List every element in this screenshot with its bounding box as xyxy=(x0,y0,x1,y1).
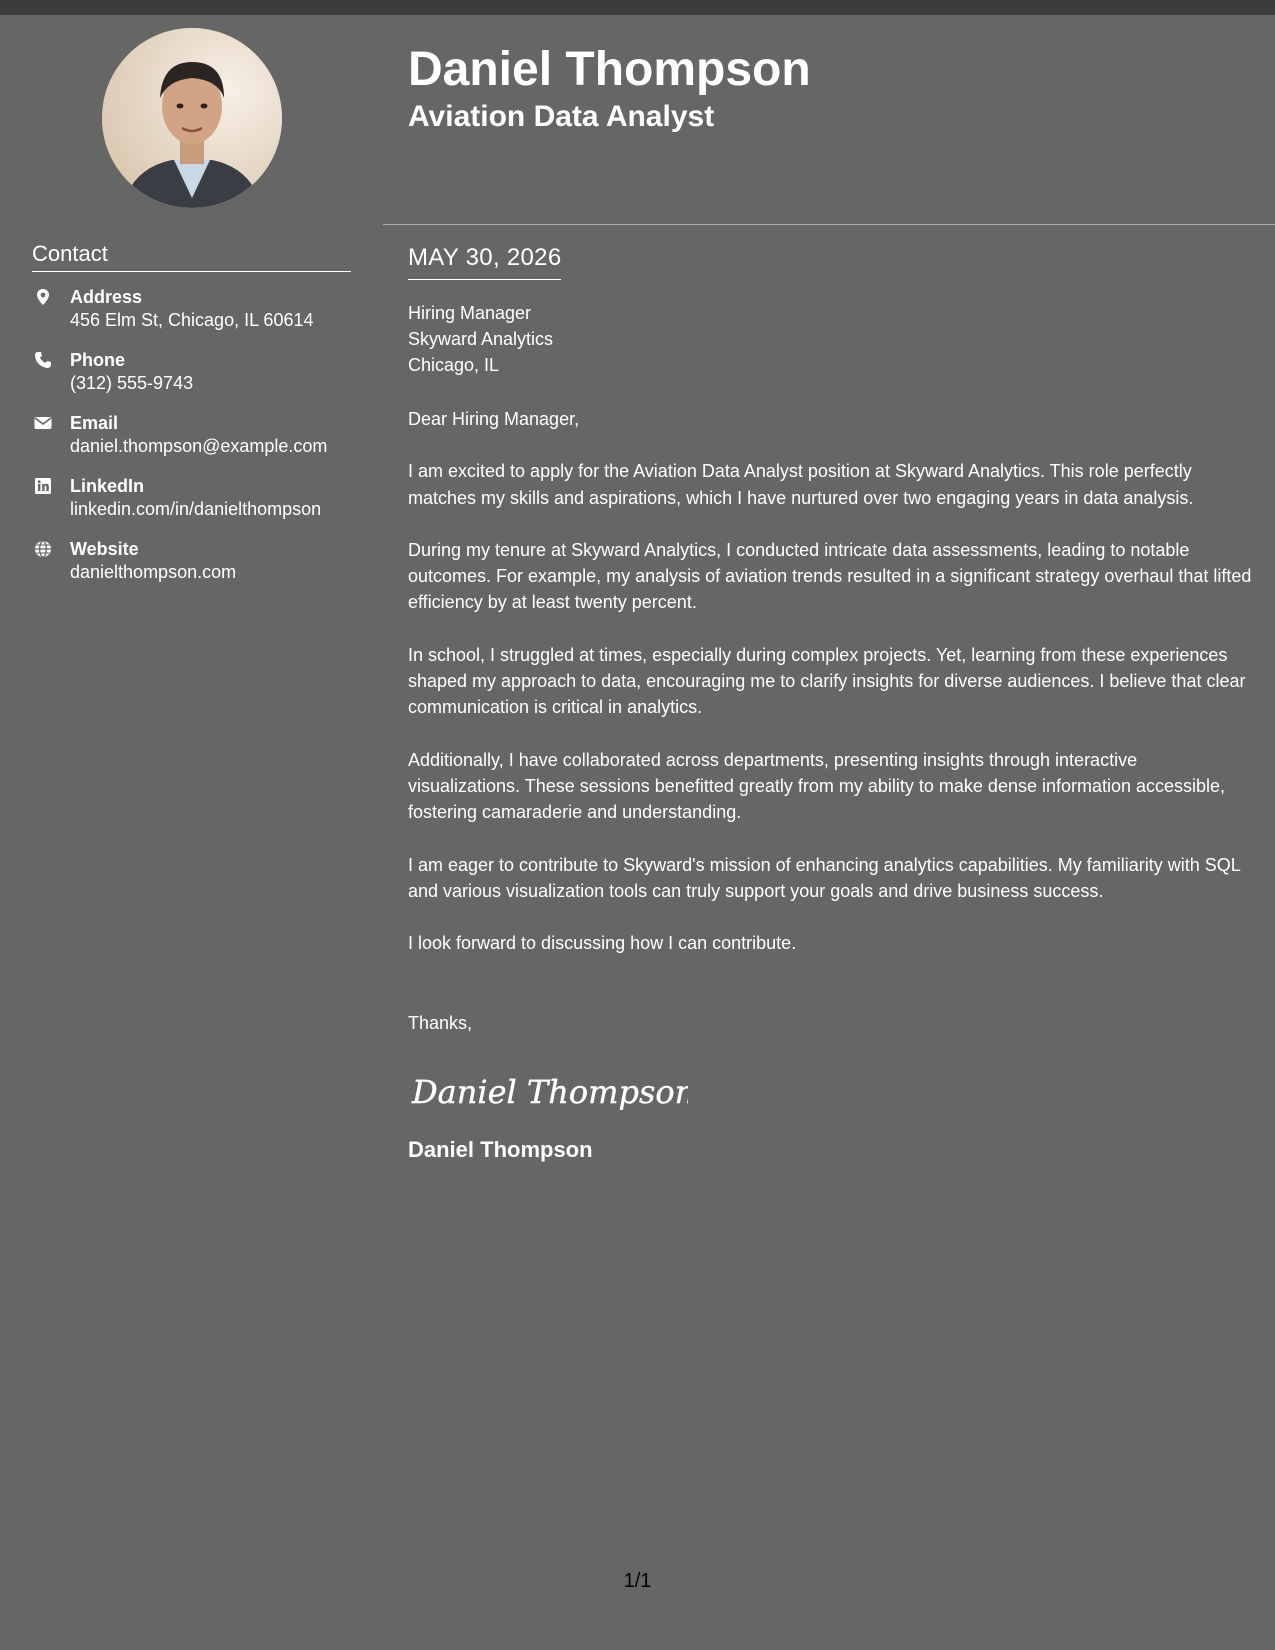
phone-value: (312) 555-9743 xyxy=(70,373,194,393)
letter-header xyxy=(408,40,811,134)
linkedin-icon xyxy=(34,477,52,495)
profile-photo xyxy=(102,28,282,208)
contact-label: Email xyxy=(70,413,119,433)
letter-paragraph: I am excited to apply for the Aviation Data Analyst position at Skyward Analytics. This role perfectly matches my skills and aspirations, which I have nurtured over two engaging years in data analysis. xyxy=(408,461,1194,508)
header-divider xyxy=(383,224,1275,225)
contact-item-phone xyxy=(32,349,372,412)
sidebar xyxy=(0,15,383,1650)
contact-list xyxy=(32,286,372,601)
contact-item-email xyxy=(32,412,372,475)
contact-label: LinkedIn xyxy=(70,476,145,496)
phone-icon xyxy=(34,351,52,369)
signature-text: Daniel Thompson xyxy=(412,1072,688,1111)
letter-date: MAY 30, 2026 xyxy=(408,243,561,280)
contact-item-address xyxy=(32,286,372,349)
recipient-block xyxy=(408,300,1253,378)
letter-paragraph: During my tenure at Skyward Analytics, I conducted intricate data assessments, leading to notable outcomes. For example, my analysis of aviation trends resulted in a significant strategy overhaul that lifted efficiency by at least twenty percent. xyxy=(408,539,1252,613)
applicant-name: Daniel Thompson xyxy=(408,43,811,96)
salutation: Dear Hiring Manager, xyxy=(408,409,580,429)
letter-paragraph: I am eager to contribute to Skyward's mission of enhancing analytics capabilities. My familiarity with SQL and various visualization tools can truly support your goals and drive business success. xyxy=(408,854,1241,901)
contact-item-website xyxy=(32,538,372,601)
closing: Thanks, xyxy=(408,1013,473,1034)
map-pin-icon xyxy=(34,288,52,306)
linkedin-link[interactable]: linkedin.com/in/danielthompson xyxy=(70,499,322,519)
page-number: 1/1 xyxy=(623,1570,652,1592)
signed-name: Daniel Thompson xyxy=(408,1136,593,1162)
recipient-line: Hiring Manager xyxy=(408,303,532,323)
recipient-line: Skyward Analytics xyxy=(408,329,554,349)
contact-label: Address xyxy=(70,287,143,307)
contact-item-linkedin xyxy=(32,475,372,538)
website-link[interactable]: danielthompson.com xyxy=(70,562,237,582)
job-title: Aviation Data Analyst xyxy=(408,100,715,133)
globe-icon xyxy=(34,540,52,558)
address-value: 456 Elm St, Chicago, IL 60614 xyxy=(70,310,314,330)
letter-paragraph: Additionally, I have collaborated across departments, presenting insights through interactive visualizations. These sessions benefitted greatly from my ability to make dense information accessible, fostering camaraderie and understanding. xyxy=(408,749,1226,823)
top-bar xyxy=(0,0,1275,15)
signature xyxy=(408,1063,688,1119)
letter-body xyxy=(408,243,1253,1163)
letter-paragraph: I look forward to discussing how I can contribute. xyxy=(408,933,797,954)
email-link[interactable]: daniel.thompson@example.com xyxy=(70,436,328,456)
contact-label: Phone xyxy=(70,350,126,370)
contact-label: Website xyxy=(70,539,139,559)
letter-paragraph: In school, I struggled at times, especially during complex projects. Yet, learning from these experiences shaped my approach to data, encouraging me to clarify insights for diverse audiences. I believe that clear communication is critical in analytics. xyxy=(408,644,1246,718)
recipient-line: Chicago, IL xyxy=(408,355,500,375)
contact-heading: Contact xyxy=(32,241,351,272)
envelope-icon xyxy=(34,414,52,432)
